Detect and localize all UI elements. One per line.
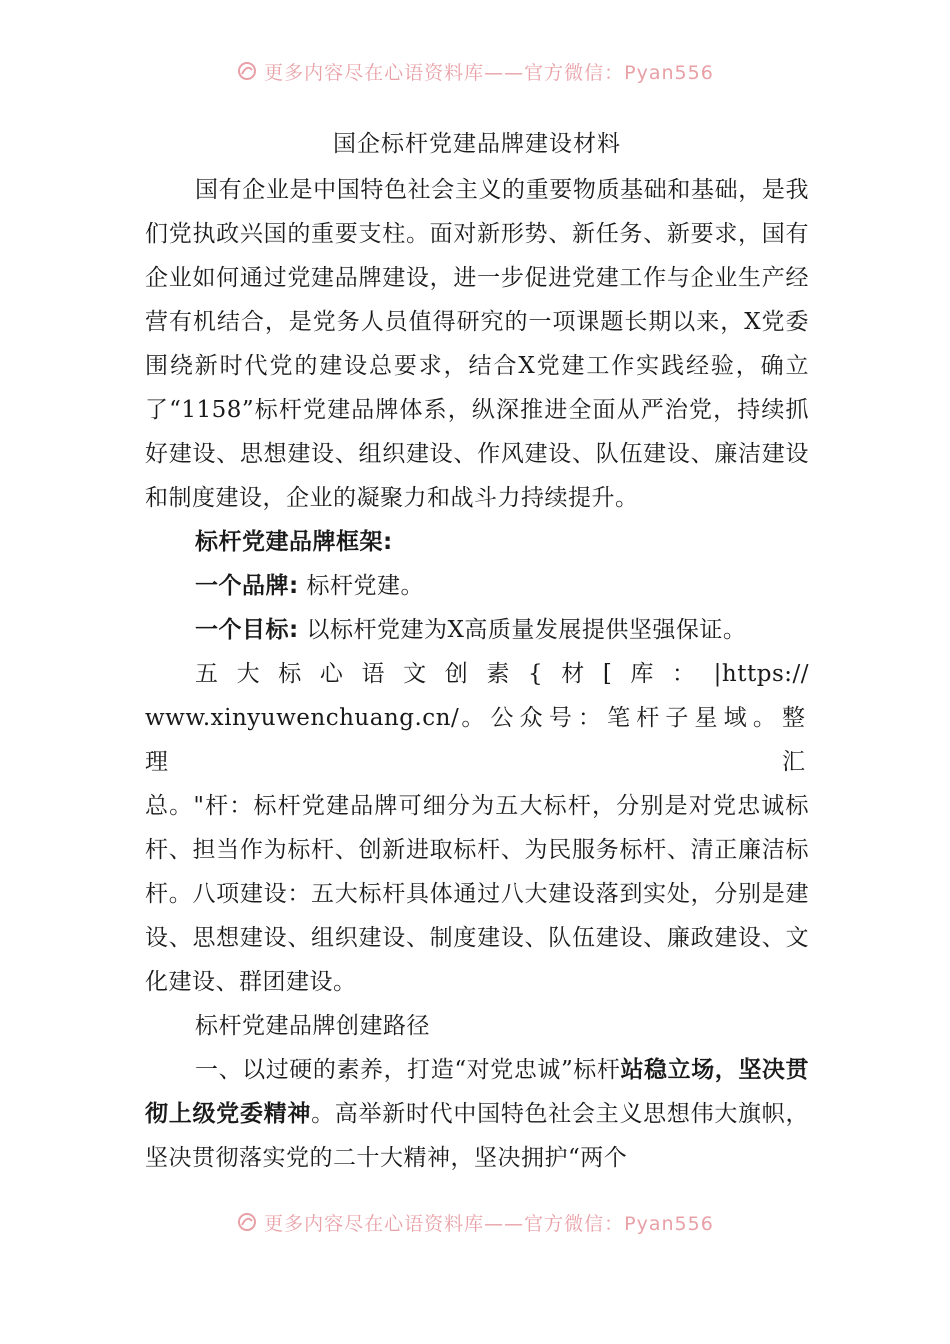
brand-text: 标杆党建。	[306, 573, 425, 599]
five-line2-rest: 。公众号：笔杆子星域。整理汇	[145, 705, 809, 775]
logo-icon	[236, 1211, 258, 1233]
brand-paragraph	[145, 564, 809, 608]
five-url: |https://	[713, 661, 809, 687]
document-body	[145, 122, 809, 1180]
watermark-text: 更多内容尽在心语资料库——官方微信：Pyan556	[264, 61, 714, 84]
brand-label: 一个品牌:	[195, 573, 299, 599]
five-paragraph-line2	[145, 696, 809, 784]
watermark-footer	[0, 1205, 950, 1239]
intro-paragraph: 国有企业是中国特色社会主义的重要物质基础和基础，是我们党执政兴国的重要支柱。面对新形势、新任务、新要求，国有企业如何通过党建品牌建设，进一步促进党建工作与企业生产经营有机结合，是党务人员值得研究的一项课题长期以来，X党委围绕新时代党的建设总要求，结合X党建工作实践经验，确立了“1158”标杆党建品牌体系，纵深推进全面从严治党，持续抓好建设、思想建设、组织建设、作风建设、队伍建设、廉洁建设和制度建设，企业的凝聚力和战斗力持续提升。	[145, 177, 809, 511]
five-line1-text: 五大标心语文创素{材[库：	[195, 661, 714, 687]
goal-label: 一个目标:	[195, 617, 299, 643]
section-one-bold: 站稳立场，坚决贯彻上级党委精神	[145, 1057, 809, 1127]
section-one-paragraph	[145, 1048, 809, 1180]
section-one-rest: 。高举新时代中国特色社会主义思想伟大旗帜，坚决贯彻落实党的二十大精神，坚决拥护“两个	[145, 1101, 810, 1171]
goal-text: 以标杆党建为X高质量发展提供坚强保证。	[306, 617, 747, 643]
five-paragraph-rest: 总。"杆：标杆党建品牌可细分为五大标杆，分别是对党忠诚标杆、担当作为标杆、创新进取标杆、为民服务标杆、清正廉洁标杆。八项建设：五大标杆具体通过八大建设落到实处，分别是建设、思想建设、组织建设、制度建设、队伍建设、廉政建设、文化建设、群团建设。	[145, 793, 809, 995]
logo-icon	[236, 60, 258, 82]
five-paragraph-line1	[145, 652, 809, 696]
watermark-header	[0, 54, 950, 88]
five-line2-url: www.xinyuwenchuang.cn/	[145, 705, 460, 731]
goal-paragraph	[145, 608, 809, 652]
path-heading: 标杆党建品牌创建路径	[195, 1013, 430, 1039]
framework-heading: 标杆党建品牌框架:	[195, 529, 393, 555]
document-title: 国企标杆党建品牌建设材料	[333, 131, 621, 157]
section-one-start: 一、以过硬的素养，打造“对党忠诚”标杆	[195, 1057, 621, 1083]
watermark-text: 更多内容尽在心语资料库——官方微信：Pyan556	[264, 1212, 714, 1235]
